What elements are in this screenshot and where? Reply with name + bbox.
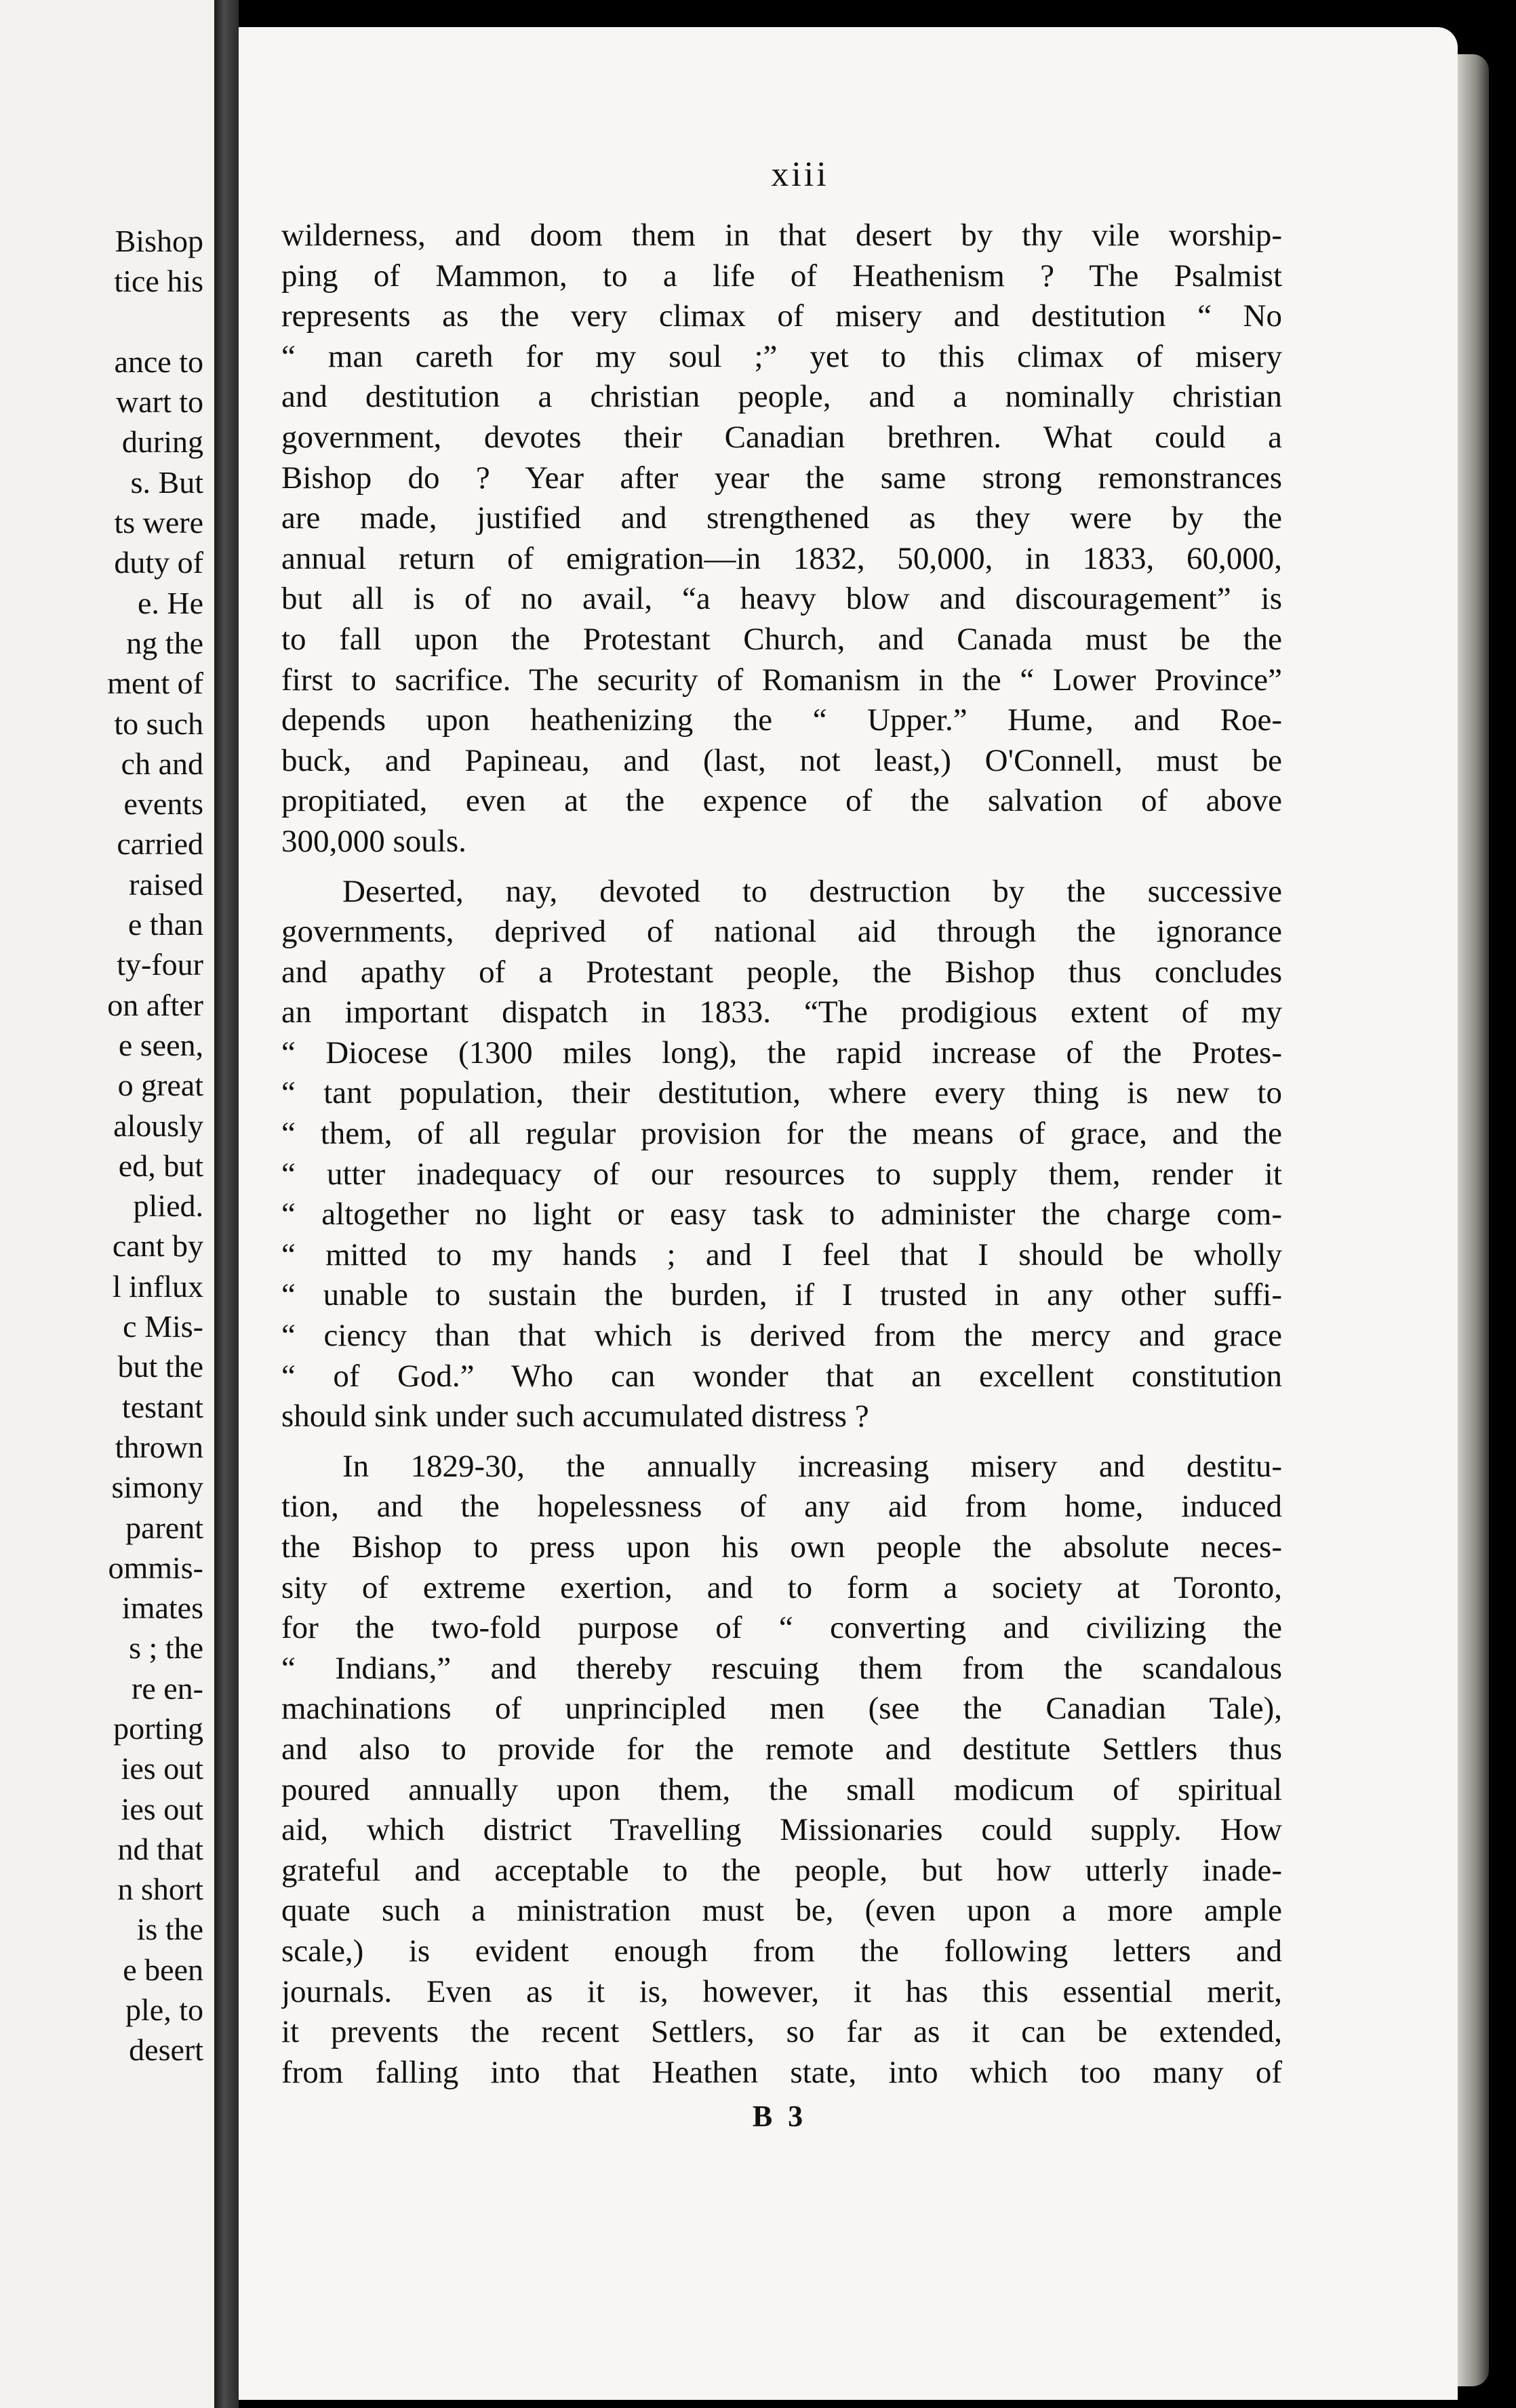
- left-page-fragment: [0, 0, 214, 2408]
- text-line: Deserted, nay, devoted to destruction by the successive: [342, 873, 1282, 909]
- text-line: from falling into that Heathen state, into which too many of: [281, 2054, 1282, 2090]
- text-line: tice his: [114, 264, 203, 299]
- text-line: plied.: [133, 1188, 203, 1224]
- text-line: for the two-fold purpose of “ converting and civilizing the: [281, 1610, 1282, 1646]
- left-page-text: [0, 221, 203, 2070]
- text-line: ch and: [121, 746, 203, 781]
- text-line: “ of God.” Who can wonder that an excellent constitution: [281, 1358, 1282, 1394]
- text-line: events: [123, 786, 203, 822]
- text-line: raised: [129, 866, 203, 902]
- text-line: ed, but: [118, 1148, 203, 1183]
- text-line: are made, justified and strengthened as they were by the: [281, 500, 1282, 536]
- page-edge: [1458, 54, 1489, 2386]
- text-line: wilderness, and doom them in that desert by thy vile worship-: [281, 218, 1282, 253]
- text-line: nd that: [117, 1831, 203, 1866]
- text-line: during: [121, 424, 203, 460]
- text-line: o great: [117, 1068, 203, 1103]
- text-line: “ Diocese (1300 miles long), the rapid increase of the Protes-: [281, 1035, 1282, 1070]
- text-line: and also to provide for the remote and destitute Settlers thus: [281, 1731, 1282, 1767]
- text-line: “ tant population, their destitution, where every thing is new to: [281, 1075, 1282, 1111]
- text-line: should sink under such accumulated distress ?: [281, 1399, 869, 1434]
- page-number: xiii: [771, 155, 829, 194]
- text-line: propitiated, even at the expence of the salvation of above: [281, 783, 1282, 819]
- text-line: e seen,: [118, 1027, 203, 1062]
- text-line: l influx: [112, 1268, 203, 1304]
- book-gutter: [214, 0, 239, 2408]
- text-line: s ; the: [129, 1630, 203, 1666]
- text-line: thrown: [115, 1429, 203, 1464]
- paragraph-3: [281, 1447, 1282, 2093]
- text-line: ple, to: [125, 1992, 203, 2028]
- text-line: desert: [129, 2032, 203, 2068]
- text-line: “ them, of all regular provision for the means of grace, and the: [281, 1116, 1282, 1152]
- text-line: “ mitted to my hands ; and I feel that I should be wholly: [281, 1237, 1282, 1272]
- text-line: poured annually upon them, the small modicum of spiritual: [281, 1771, 1282, 1807]
- text-line: “ utter inadequacy of our resources to supply them, render it: [281, 1156, 1282, 1192]
- text-line: “ ciency than that which is derived from the mercy and grace: [281, 1318, 1282, 1354]
- text-line: ies out: [121, 1751, 203, 1786]
- text-line: porting: [113, 1710, 203, 1746]
- text-line: “ altogether no light or easy task to administer the charge com-: [281, 1197, 1282, 1232]
- text-line: annual return of emigration—in 1832, 50,000, in 1833, 60,000,: [281, 540, 1282, 576]
- text-line: aid, which district Travelling Missionaries could supply. How: [281, 1812, 1282, 1848]
- text-line: ies out: [121, 1791, 203, 1826]
- text-line: the Bishop to press upon his own people the absolute neces-: [281, 1529, 1282, 1565]
- text-line: 300,000 souls.: [281, 823, 466, 859]
- text-line: simony: [111, 1470, 203, 1505]
- text-line: on after: [107, 987, 203, 1022]
- text-line: Bishop: [115, 224, 203, 258]
- text-line: Bishop do ? Year after year the same strong remonstrances: [281, 460, 1282, 496]
- text-line: n short: [117, 1872, 203, 1907]
- signature-mark: B 3: [752, 2100, 807, 2133]
- text-line: sity of extreme exertion, and to form a society at Toronto,: [281, 1569, 1282, 1605]
- text-line: depends upon heathenizing the “ Upper.” Hume, and Roe-: [281, 702, 1282, 738]
- text-line: testant: [121, 1389, 203, 1424]
- text-line: but the: [117, 1349, 203, 1384]
- text-line: first to sacrifice. The security of Romanism in the “ Lower Province”: [281, 662, 1282, 698]
- text-line: e been: [123, 1952, 203, 1987]
- text-line: it prevents the recent Settlers, so far as it can be extended,: [281, 2014, 1282, 2050]
- text-line: tion, and the hopelessness of any aid from home, induced: [281, 1489, 1282, 1525]
- text-line: to such: [114, 706, 203, 741]
- text-line: re en-: [132, 1670, 203, 1706]
- text-line: ommis-: [108, 1550, 203, 1585]
- text-line: c Mis-: [123, 1309, 203, 1344]
- text-line: but all is of no avail, “a heavy blow and discouragement” is: [281, 581, 1282, 617]
- paragraph-2: [281, 872, 1282, 1437]
- text-line: to fall upon the Protestant Church, and Canada must be the: [281, 621, 1282, 657]
- text-line: is the: [136, 1912, 203, 1947]
- text-line: buck, and Papineau, and (last, not least,) O'Connell, must be: [281, 742, 1282, 778]
- text-line: e than: [127, 907, 203, 942]
- text-line: represents as the very climax of misery and destitution “ No: [281, 298, 1282, 334]
- text-line: imates: [121, 1590, 203, 1626]
- text-line: duty of: [114, 545, 203, 580]
- text-line: ping of Mammon, to a life of Heathenism ? The Psalmist: [281, 258, 1282, 294]
- text-line: ment of: [107, 666, 203, 701]
- text-line: “ unable to sustain the burden, if I trusted in any other suffi-: [281, 1277, 1282, 1313]
- main-body-text: [281, 216, 1282, 2093]
- text-line: ance to: [114, 344, 203, 379]
- text-line: government, devotes their Canadian brethren. What could a: [281, 419, 1282, 455]
- text-line: governments, deprived of national aid through the ignorance: [281, 914, 1282, 950]
- text-line: ng the: [126, 625, 203, 660]
- text-line: carried: [117, 826, 203, 862]
- text-line: parent: [125, 1510, 203, 1545]
- text-line: journals. Even as it is, however, it has this essential merit,: [281, 1973, 1282, 2009]
- text-line: grateful and acceptable to the people, but how utterly inade-: [281, 1852, 1282, 1888]
- text-line: and apathy of a Protestant people, the Bishop thus concludes: [281, 954, 1282, 990]
- text-line: e. He: [137, 585, 203, 620]
- text-line: alously: [113, 1108, 203, 1143]
- text-line: an important dispatch in 1833. “The prodigious extent of my: [281, 995, 1282, 1030]
- text-line: and destitution a christian people, and a nominally christian: [281, 379, 1282, 415]
- text-line: machinations of unprincipled men (see the Canadian Tale),: [281, 1691, 1282, 1727]
- text-line: s. But: [130, 464, 203, 500]
- text-line: In 1829-30, the annually increasing misery and destitu-: [342, 1448, 1282, 1484]
- text-line: “ Indians,” and thereby rescuing them from the scandalous: [281, 1650, 1282, 1686]
- text-line: ty-four: [117, 947, 203, 982]
- text-line: cant by: [112, 1228, 203, 1264]
- text-line: “ man careth for my soul ;” yet to this climax of misery: [281, 338, 1282, 374]
- text-line: quate such a ministration must be, (even upon a more ample: [281, 1893, 1282, 1929]
- text-line: ts were: [114, 505, 203, 540]
- text-line: wart to: [115, 384, 203, 420]
- text-line: [0, 302, 203, 342]
- text-line: scale,) is evident enough from the following letters and: [281, 1933, 1282, 1969]
- paragraph-1: [281, 216, 1282, 862]
